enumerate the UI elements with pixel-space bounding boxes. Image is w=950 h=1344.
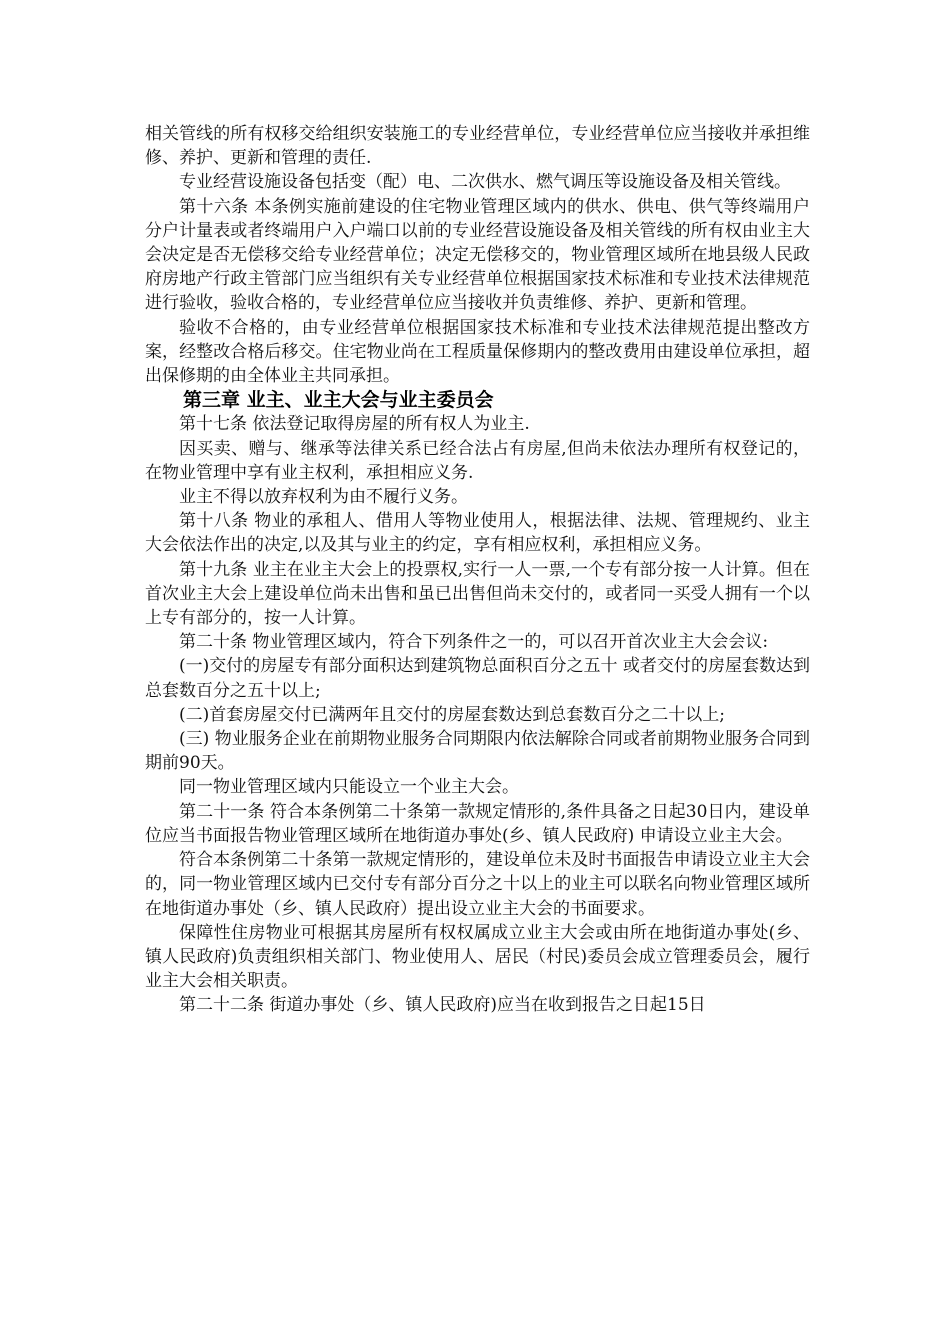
chapter-heading: 第三章 业主、业主大会与业主委员会 <box>183 389 494 412</box>
body-paragraph: 第二十一条 符合本条例第二十条第一款规定情形的,条件具备之日起30日内，建设单位应当书面报告物业管理区域所在地街道办事处(乡、镇人民政府) 申请设立业主大会。 <box>145 801 810 846</box>
body-paragraph: 验收不合格的，由专业经营单位根据国家技术标准和专业技术法律规范提出整改方案，经整改合格后移交。住宅物业尚在工程质量保修期内的整改费用由建设单位承担，超出保修期的由全体业主共同承担。 <box>145 317 810 387</box>
body-paragraph: 相关管线的所有权移交给组织安装施工的专业经营单位，专业经营单位应当接收并承担维修、养护、更新和管理的责任. <box>145 124 810 169</box>
body-paragraph: (三) 物业服务企业在前期物业服务合同期限内依法解除合同或者前期物业服务合同到期前90天。 <box>145 729 810 774</box>
body-paragraph: 第二十二条 街道办事处（乡、镇人民政府)应当在收到报告之日起15日 <box>179 995 706 1016</box>
body-paragraph: 专业经营设施设备包括变（配）电、二次供水、燃气调压等设施设备及相关管线。 <box>179 172 791 193</box>
body-paragraph: 因买卖、赠与、继承等法律关系已经合法占有房屋,但尚未依法办理所有权登记的，在物业管理中享有业主权利，承担相应义务. <box>145 438 810 483</box>
body-paragraph: 第十七条 依法登记取得房屋的所有权人为业主. <box>179 414 530 435</box>
body-paragraph: 同一物业管理区域内只能设立一个业主大会。 <box>179 777 519 798</box>
body-paragraph: 保障性住房物业可根据其房屋所有权权属成立业主大会或由所在地街道办事处(乡、镇人民政府)负责组织相关部门、物业使用人、居民（村民)委员会成立管理委员会，履行业主大会相关职责。 <box>145 922 810 992</box>
body-paragraph: 符合本条例第二十条第一款规定情形的，建设单位未及时书面报告申请设立业主大会的，同一物业管理区域内已交付专有部分百分之十以上的业主可以联名向物业管理区域所在地街道办事处（乡、镇人民政府）提出设立业主大会的书面要求。 <box>145 850 810 919</box>
body-paragraph: (一)交付的房屋专有部分面积达到建筑物总面积百分之五十 或者交付的房屋套数达到总套数百分之五十以上; <box>145 656 810 701</box>
body-paragraph: 第二十条 物业管理区域内，符合下列条件之一的，可以召开首次业主大会会议: <box>179 632 769 653</box>
body-paragraph: 第十九条 业主在业主大会上的投票权,实行一人一票,一个专有部分按一人计算。但在首次业主大会上建设单位尚未出售和虽已出售但尚未交付的，或者同一买受人拥有一个以上专有部分的，按一人计算。 <box>145 559 810 629</box>
body-paragraph: 第十六条 本条例实施前建设的住宅物业管理区域内的供水、供电、供气等终端用户分户计量表或者终端用户入户端口以前的专业经营设施设备及相关管线的所有权由业主大会决定是否无偿移交给专业经营单位；决定无偿移交的，物业管理区域所在地县级人民政府房地产行政主管部门应当组织有关专业经营单位根据国家技术标准和专业技术法律规范进行验收，验收合格的，专业经营单位应当接收并负责维修、养护、更新和管理。 <box>145 196 810 314</box>
body-paragraph: 第十八条 物业的承租人、借用人等物业使用人，根据法律、法规、管理规约、业主大会依法作出的决定,以及其与业主的约定，享有相应权利，承担相应义务。 <box>145 511 810 556</box>
body-paragraph: 业主不得以放弃权利为由不履行义务。 <box>179 487 468 508</box>
body-paragraph: (二)首套房屋交付已满两年且交付的房屋套数达到总套数百分之二十以上; <box>179 704 725 725</box>
document-body <box>145 122 810 1018</box>
